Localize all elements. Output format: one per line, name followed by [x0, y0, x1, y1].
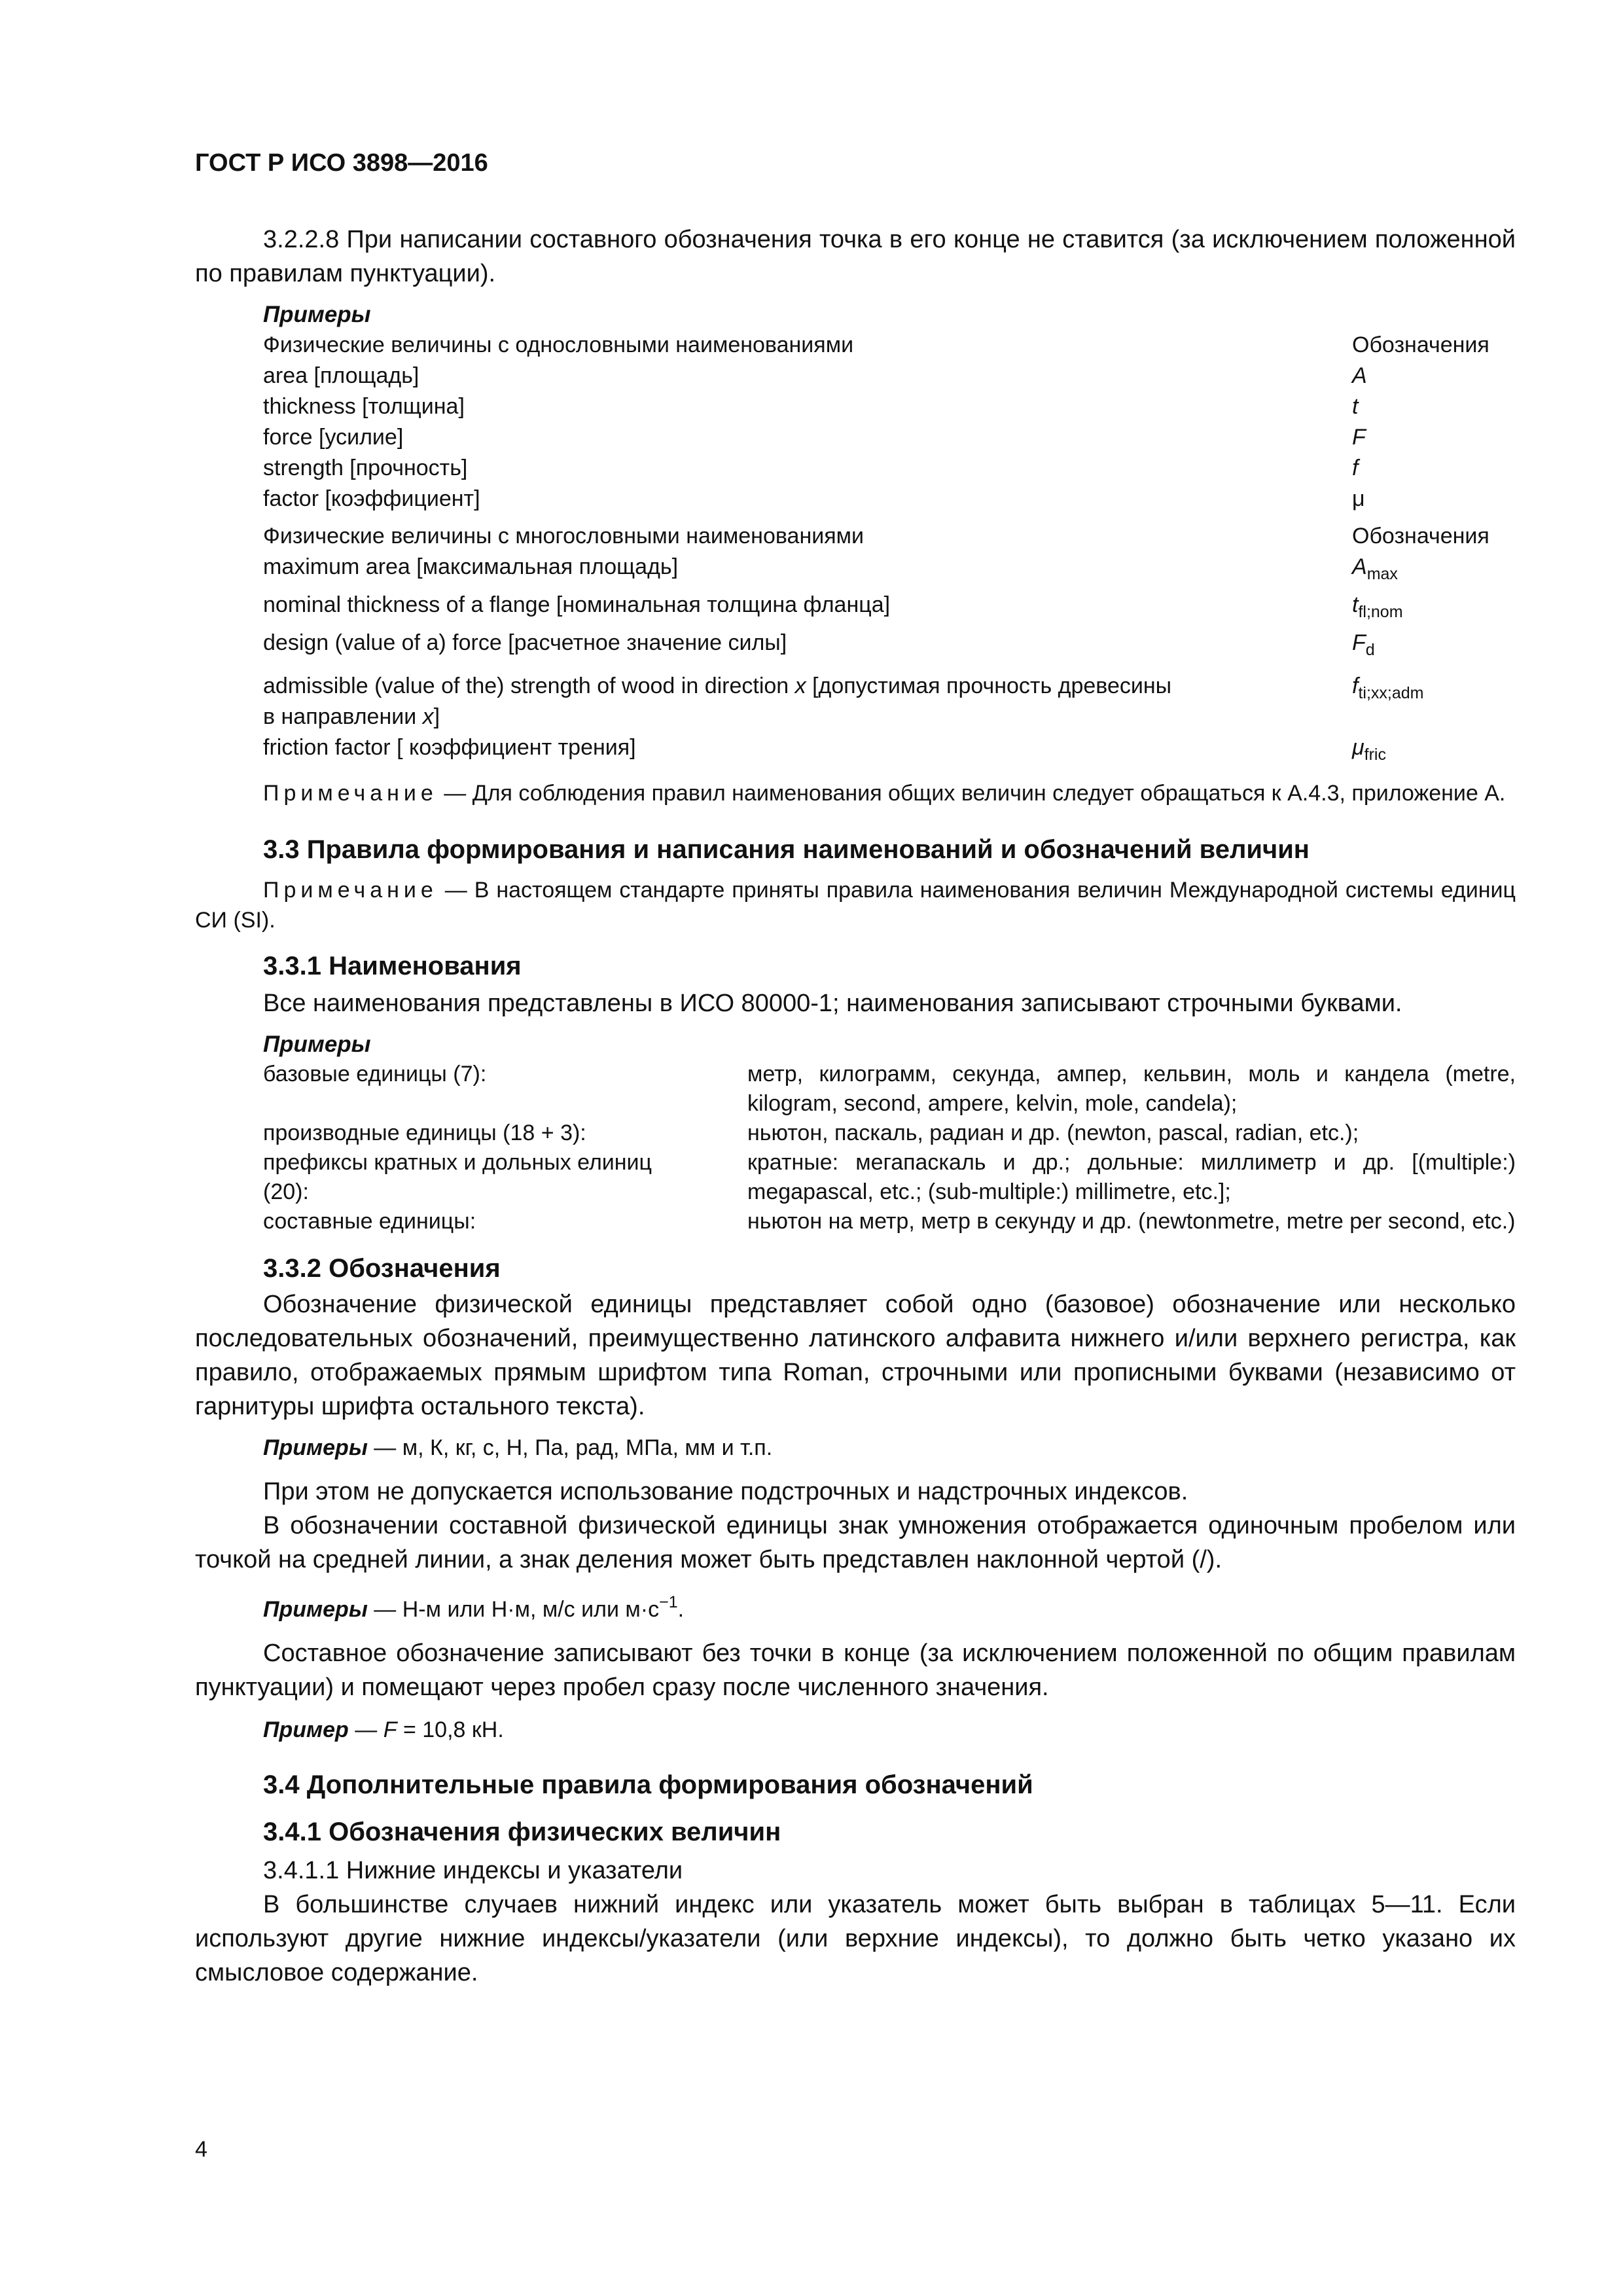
quantity-row: [195, 732, 1516, 770]
document-header: ГОСТ Р ИСО 3898—2016: [195, 149, 488, 177]
examples-label: Примеры: [263, 302, 371, 327]
note-3-2-2-8: Примечание — Для соблюдения правил наименования общих величин следует обращаться к А.4.3, приложение А.: [263, 781, 1506, 806]
page-number: 4: [195, 2137, 207, 2162]
quantity-symbol: $f_{ti;xx;adm}$: [1352, 673, 1424, 702]
paragraph-3-3-2-1: Обозначение физической единицы представляет собой одно (базовое) обозначение или несколько последовательных обозначений, преимущественно латинского алфавита нижнего и/или верхнего регистра, как правило, отображаемых прямым шрифтом типа Roman, строчными или прописными буквами (независимо от гарнитуры шрифта остального текста).: [195, 1291, 1516, 1420]
section-3-3-2-title: 3.3.2 Обозначения: [263, 1254, 501, 1283]
quantity-symbol: $A_{max}$: [1352, 554, 1398, 583]
quantity-row: [195, 484, 1516, 514]
paragraph-3-3-1: Все наименования представлены в ИСО 80000-1; наименования записывают строчными буквами.: [263, 990, 1402, 1017]
paragraph-3-3-2-2: При этом не допускается использование подстрочных и надстрочных индексов.: [263, 1478, 1188, 1505]
unit-category: базовые единицы (7):: [263, 1062, 487, 1086]
quantity-symbol: f: [1352, 456, 1359, 480]
quantity-symbol: $t_{fl;nom}$: [1352, 592, 1403, 621]
quantity-row: [195, 361, 1516, 391]
quantity-symbol: μ: [1352, 486, 1365, 511]
symbols-header: Обозначения: [1352, 524, 1489, 548]
quantity-name: maximum area [максимальная площадь]: [263, 554, 679, 579]
unit-row: [195, 1119, 1516, 1148]
quantity-symbol: F: [1352, 425, 1366, 450]
paragraph-3-3-2-3: В обозначении составной физической единицы знак умножения отображается одиночным пробелом или точкой на средней линии, а знак деления может быть представлен наклонной чертой (/).: [195, 1512, 1516, 1573]
unit-values: метр, килограмм, секунда, ампер, кельвин, моль и кандела (metre, kilogram, second, ampere, kelvin, mole, candela);: [747, 1062, 1516, 1116]
examples-units: Примеры — м, К, кг, с, Н, Па, рад, МПа, мм и т.п.: [263, 1435, 773, 1460]
unit-category: составные единицы:: [263, 1209, 476, 1234]
unit-values: кратные: мегапаскаль и др.; дольные: миллиметр и др. [(multiple:) megapascal, etc.; (sub-multiple:) millimetre, etc.];: [747, 1150, 1516, 1204]
quantity-name: strength [прочность]: [263, 456, 468, 480]
section-3-4-1-1-title: 3.4.1.1 Нижние индексы и указатели: [263, 1857, 683, 1884]
paragraph-3-2-2-8: 3.2.2.8 При написании составного обозначения точка в его конце не ставится (за исключением положенной по правилам пунктуации).: [195, 226, 1516, 287]
quantity-row: [195, 391, 1516, 422]
section-3-3-title: 3.3 Правила формирования и написания наименований и обозначений величин: [263, 835, 1310, 864]
example-value: Пример — F = 10,8 кН.: [263, 1717, 504, 1742]
quantity-row: [195, 453, 1516, 484]
section-3-4-title: 3.4 Дополнительные правила формирования обозначений: [263, 1770, 1033, 1799]
unit-row: [195, 1148, 1516, 1207]
paragraph-3-4-1-1: В большинстве случаев нижний индекс или указатель может быть выбран в таблицах 5—11. Если используют другие нижние индексы/указатели (или верхние индексы), то должно быть четко указано их смысловое содержание.: [195, 1891, 1516, 1986]
quantity-row: [195, 552, 1516, 590]
quantity-row: [195, 671, 1516, 732]
quantity-symbol: t: [1352, 394, 1359, 419]
unit-values: ньютон на метр, метр в секунду и др. (newtonmetre, metre per second, etc.): [747, 1209, 1516, 1234]
quantity-row: [195, 422, 1516, 453]
quantity-name: friction factor [ коэффициент трения]: [263, 735, 636, 760]
quantity-row: [195, 590, 1516, 628]
quantity-row: [195, 628, 1516, 666]
unit-category: производные единицы (18 + 3):: [263, 1121, 586, 1145]
unit-row: [195, 1207, 1516, 1236]
single-word-header-row: [195, 330, 1516, 361]
quantity-name: thickness [толщина]: [263, 394, 465, 419]
unit-row: [195, 1060, 1516, 1119]
paragraph-3-3-2-4: Составное обозначение записывают без точки в конце (за исключением положенной по общим правилам пунктуации) и помещают через пробел сразу после численного значения.: [195, 1640, 1516, 1701]
quantity-name: nominal thickness of a flange [номинальная толщина фланца]: [263, 592, 891, 617]
multi-word-header: Физические величины с многословными наименованиями: [263, 524, 864, 548]
quantity-name: factor [коэффициент]: [263, 486, 480, 511]
section-3-3-1-title: 3.3.1 Наименования: [263, 952, 522, 980]
examples-label: Примеры: [263, 1031, 371, 1057]
quantity-symbol: $\mu_{fric}$: [1352, 735, 1386, 764]
quantity-name: admissible (value of the) strength of wood in direction x [допустимая прочность древесины в направлении x]: [263, 673, 1172, 729]
page-body: [195, 223, 1516, 1990]
multi-word-header-row: [195, 521, 1516, 552]
quantity-name: force [усилие]: [263, 425, 404, 450]
quantity-name: design (value of a) force [расчетное значение силы]: [263, 630, 787, 655]
section-3-4-1-title: 3.4.1 Обозначения физических величин: [263, 1818, 781, 1846]
quantity-symbol: A: [1352, 363, 1367, 388]
single-word-header: Физические величины с однословными наименованиями: [263, 332, 854, 357]
examples-compound: Примеры — Н-м или Н·м, м/с или $м\cdot с^{-1}$.: [263, 1593, 685, 1622]
note-3-3: Примечание — В настоящем стандарте приняты правила наименования величин Международной системы единиц СИ (SI).: [195, 878, 1516, 933]
unit-values: ньютон, паскаль, радиан и др. (newton, pascal, radian, etc.);: [747, 1121, 1359, 1145]
unit-category: префиксы кратных и дольных елиниц (20):: [263, 1150, 652, 1204]
quantity-symbol: $F_d$: [1352, 630, 1375, 659]
symbols-header: Обозначения: [1352, 332, 1489, 357]
quantity-name: area [площадь]: [263, 363, 419, 388]
